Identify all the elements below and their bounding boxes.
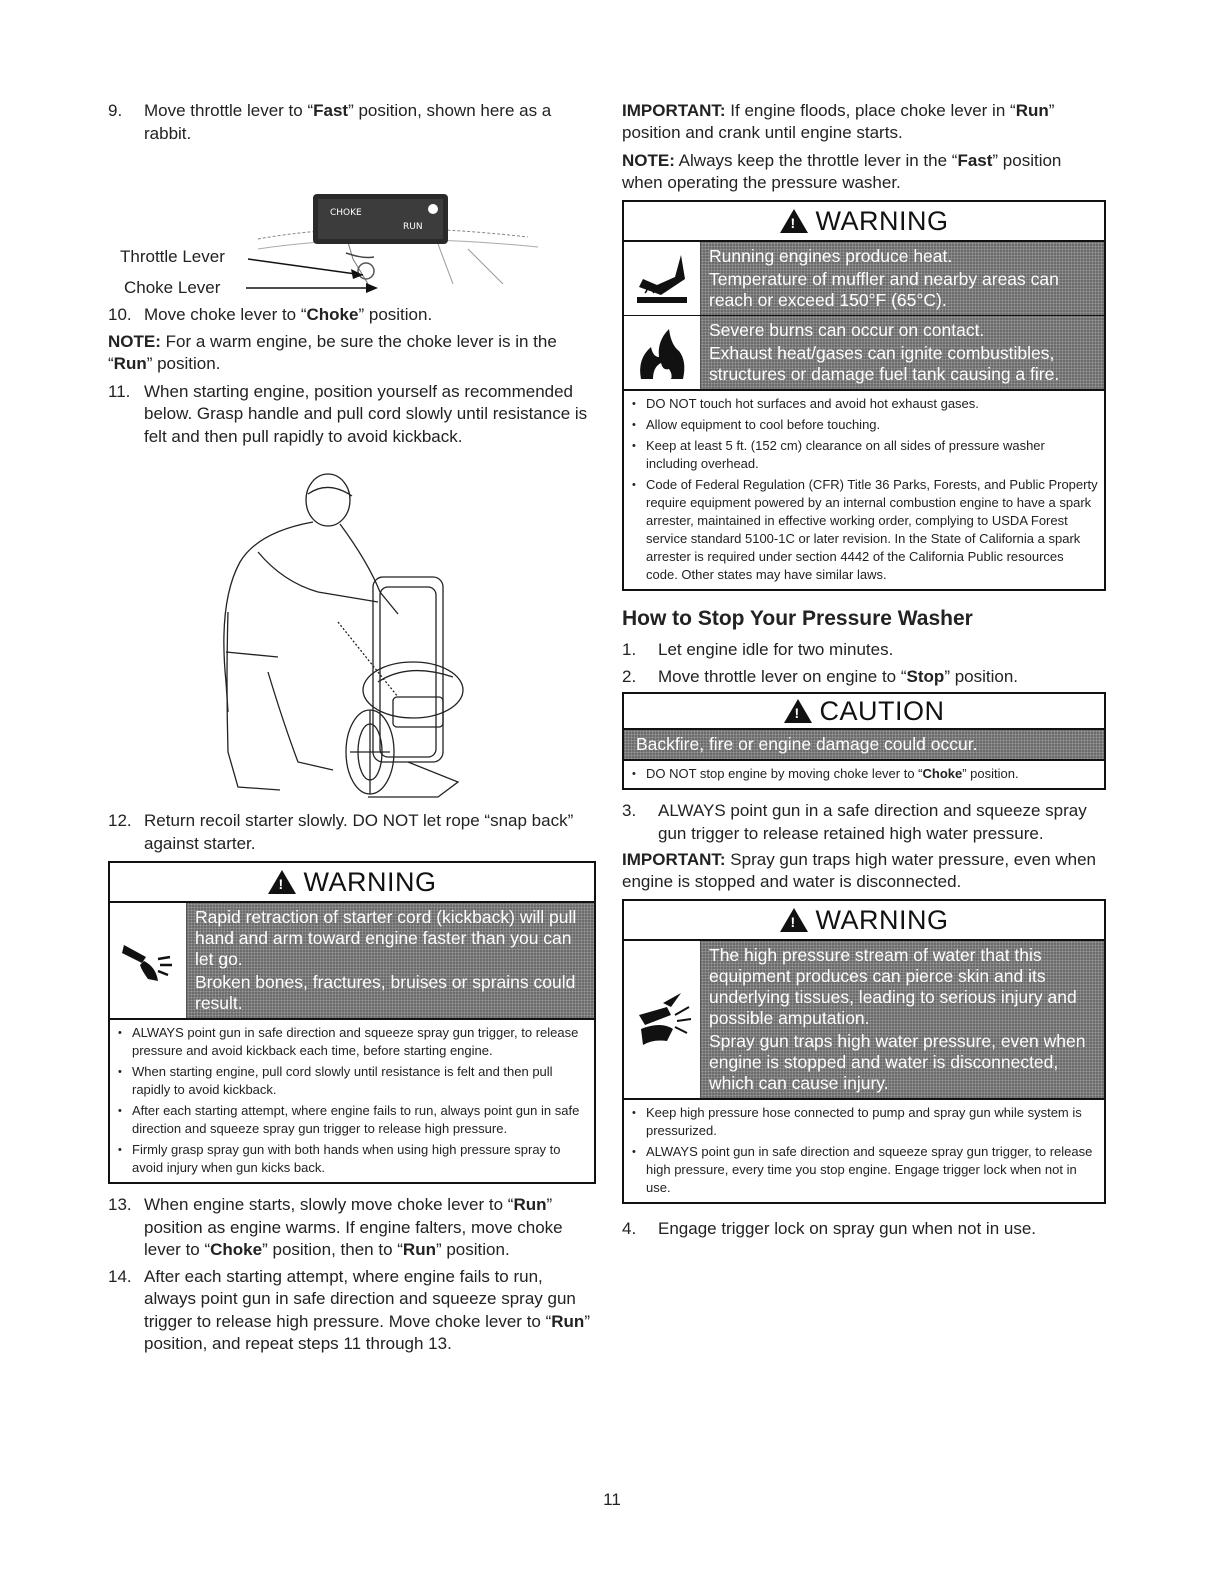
high-pressure-spray-icon bbox=[631, 985, 693, 1055]
bullet-item: • Allow equipment to cool before touching. bbox=[632, 416, 1098, 434]
person-pulling-cord-drawing bbox=[108, 452, 596, 802]
hazard-kickback: Rapid retraction of starter cord (kickback) will pull hand and arm toward engine faster than you can let go. Broken bones, fractures, bruises or sprains could result. bbox=[110, 903, 594, 1020]
caution-triangle-icon: ! bbox=[784, 699, 812, 723]
caution-header: ! CAUTION bbox=[624, 694, 1104, 730]
warning-triangle-icon: ! bbox=[780, 908, 808, 932]
choke-callout-line bbox=[108, 278, 596, 304]
step-11: 11. When starting engine, position yourself as recommended below. Grasp handle and pull cord slowly until resistance is felt and then pull rapidly to avoid kickback. bbox=[108, 381, 588, 446]
bullet-item: • Keep at least 5 ft. (152 cm) clearance on all sides of pressure washer including overhead. bbox=[632, 437, 1098, 473]
warning-header: ! WARNING bbox=[624, 901, 1104, 941]
right-column bbox=[622, 100, 1106, 1245]
bullet-item: • DO NOT touch hot surfaces and avoid hot exhaust gases. bbox=[632, 395, 1098, 413]
warning-header: ! WARNING bbox=[110, 863, 594, 903]
kickback-bullets bbox=[110, 1020, 594, 1182]
bullet-item: • Keep high pressure hose connected to pump and spray gun while system is pressurized. bbox=[632, 1104, 1098, 1140]
hazard-hot-surface: Running engines produce heat. Temperature of muffler and nearby areas can reach or exceed 150°F (65°C). bbox=[624, 242, 1104, 316]
warning-box-heat bbox=[622, 200, 1106, 591]
hazard-backfire: Backfire, fire or engine damage could occur. bbox=[624, 730, 1104, 761]
warning-box-high-pressure bbox=[622, 899, 1106, 1204]
svg-text:CHOKE: CHOKE bbox=[330, 208, 362, 218]
hazard-injection: The high pressure stream of water that this equipment produces can pierce skin and its underlying tissues, leading to serious injury and possible amputation. Spray gun traps high water pressure, even when engine is stopped and water is disconnected, which can cause injury. bbox=[624, 941, 1104, 1100]
fire-icon bbox=[631, 323, 693, 383]
stop-step-3: 3. ALWAYS point gun in a safe direction and squeeze spray gun trigger to release retained high water pressure. bbox=[622, 801, 1087, 843]
hazard-fire: Severe burns can occur on contact. Exhaust heat/gases can ignite combustibles, structures or damage fuel tank causing a fire. bbox=[624, 316, 1104, 391]
kickback-hand-icon bbox=[118, 931, 178, 991]
choke-lever-label: Choke Lever bbox=[124, 278, 221, 297]
step-9: 9. Move throttle lever to “Fast” position, shown here as a rabbit. bbox=[108, 101, 552, 143]
page-number: 11 bbox=[603, 1490, 621, 1509]
note-throttle-fast: NOTE: Always keep the throttle lever in the “Fast” position when operating the pressure washer. bbox=[622, 151, 1062, 192]
bullet-item: • After each starting attempt, where engine fails to run, always point gun in safe direction and squeeze spray gun trigger to release high pressure. bbox=[118, 1102, 588, 1138]
step-14: 14. After each starting attempt, where engine fails to run, always point gun in safe direction and squeeze spray gun trigger to release high pressure. Move choke lever to “Run” position, and repeat steps 11 through 13. bbox=[108, 1266, 590, 1353]
starting-position-illustration bbox=[108, 452, 596, 802]
bullet-item: • Code of Federal Regulation (CFR) Title 36 Parks, Forests, and Public Property require equipment powered by an internal combustion engine to have a spark arrester, maintained in effective working order, complying to USDA Forest service standard 5100-1C or later revision. In the State of California a spark arrester is required under section 4442 of the California Public resources code. Other states may have similar laws. bbox=[632, 476, 1098, 584]
warning-triangle-icon: ! bbox=[780, 209, 808, 233]
section-title-stop: How to Stop Your Pressure Washer bbox=[622, 607, 973, 630]
hot-surface-icon bbox=[631, 249, 693, 309]
high-pressure-bullets bbox=[624, 1100, 1104, 1202]
important-trapped-pressure: IMPORTANT: Spray gun traps high water pressure, even when engine is stopped and water is disconnected. bbox=[622, 850, 1096, 891]
lever-figure bbox=[108, 149, 596, 284]
bullet-item: • ALWAYS point gun in safe direction and squeeze spray gun trigger, to release pressure and avoid kickback each time, before starting engine. bbox=[118, 1024, 588, 1060]
stop-step-2: 2. Move throttle lever on engine to “Stop” position. bbox=[622, 666, 1019, 686]
warning-triangle-icon: ! bbox=[268, 870, 296, 894]
note-warm-engine: NOTE: For a warm engine, be sure the choke lever is in the “Run” position. bbox=[108, 331, 557, 373]
bullet-item: • When starting engine, pull cord slowly until resistance is felt and then pull rapidly to avoid kickback. bbox=[118, 1063, 588, 1099]
throttle-lever-label: Throttle Lever bbox=[120, 247, 225, 266]
warning-box-kickback bbox=[108, 861, 596, 1184]
bullet-item: • DO NOT stop engine by moving choke lever to “Choke” position. bbox=[632, 765, 1098, 783]
caution-box bbox=[622, 692, 1106, 790]
stop-step-4: 4. Engage trigger lock on spray gun when not in use. bbox=[622, 1219, 1037, 1238]
choke-label-row bbox=[108, 278, 596, 304]
important-flooding: IMPORTANT: If engine floods, place choke lever in “Run” position and crank until engine starts. bbox=[622, 101, 1055, 142]
step-12: 12. Return recoil starter slowly. DO NOT let rope “snap back” against starter. bbox=[108, 811, 574, 853]
bullet-item: • ALWAYS point gun in safe direction and squeeze spray gun trigger, to release high pressure, every time you stop engine. Engage trigger lock when not in use. bbox=[632, 1143, 1098, 1197]
stop-step-1: 1. Let engine idle for two minutes. bbox=[622, 640, 894, 659]
left-column bbox=[108, 100, 596, 1360]
caution-bullets bbox=[624, 761, 1104, 788]
bullet-item: • Firmly grasp spray gun with both hands when using high pressure spray to avoid injury when gun kicks back. bbox=[118, 1141, 588, 1177]
warning-header: ! WARNING bbox=[624, 202, 1104, 242]
heat-bullets bbox=[624, 391, 1104, 589]
svg-text:RUN: RUN bbox=[403, 222, 423, 232]
step-10: 10. Move choke lever to “Choke” position. bbox=[108, 305, 433, 324]
step-13: 13. When engine starts, slowly move choke lever to “Run” position as engine warms. If engine falters, move choke lever to “Choke” position, then to “Run” position. bbox=[108, 1195, 563, 1259]
lever-callout-lines bbox=[108, 149, 596, 284]
